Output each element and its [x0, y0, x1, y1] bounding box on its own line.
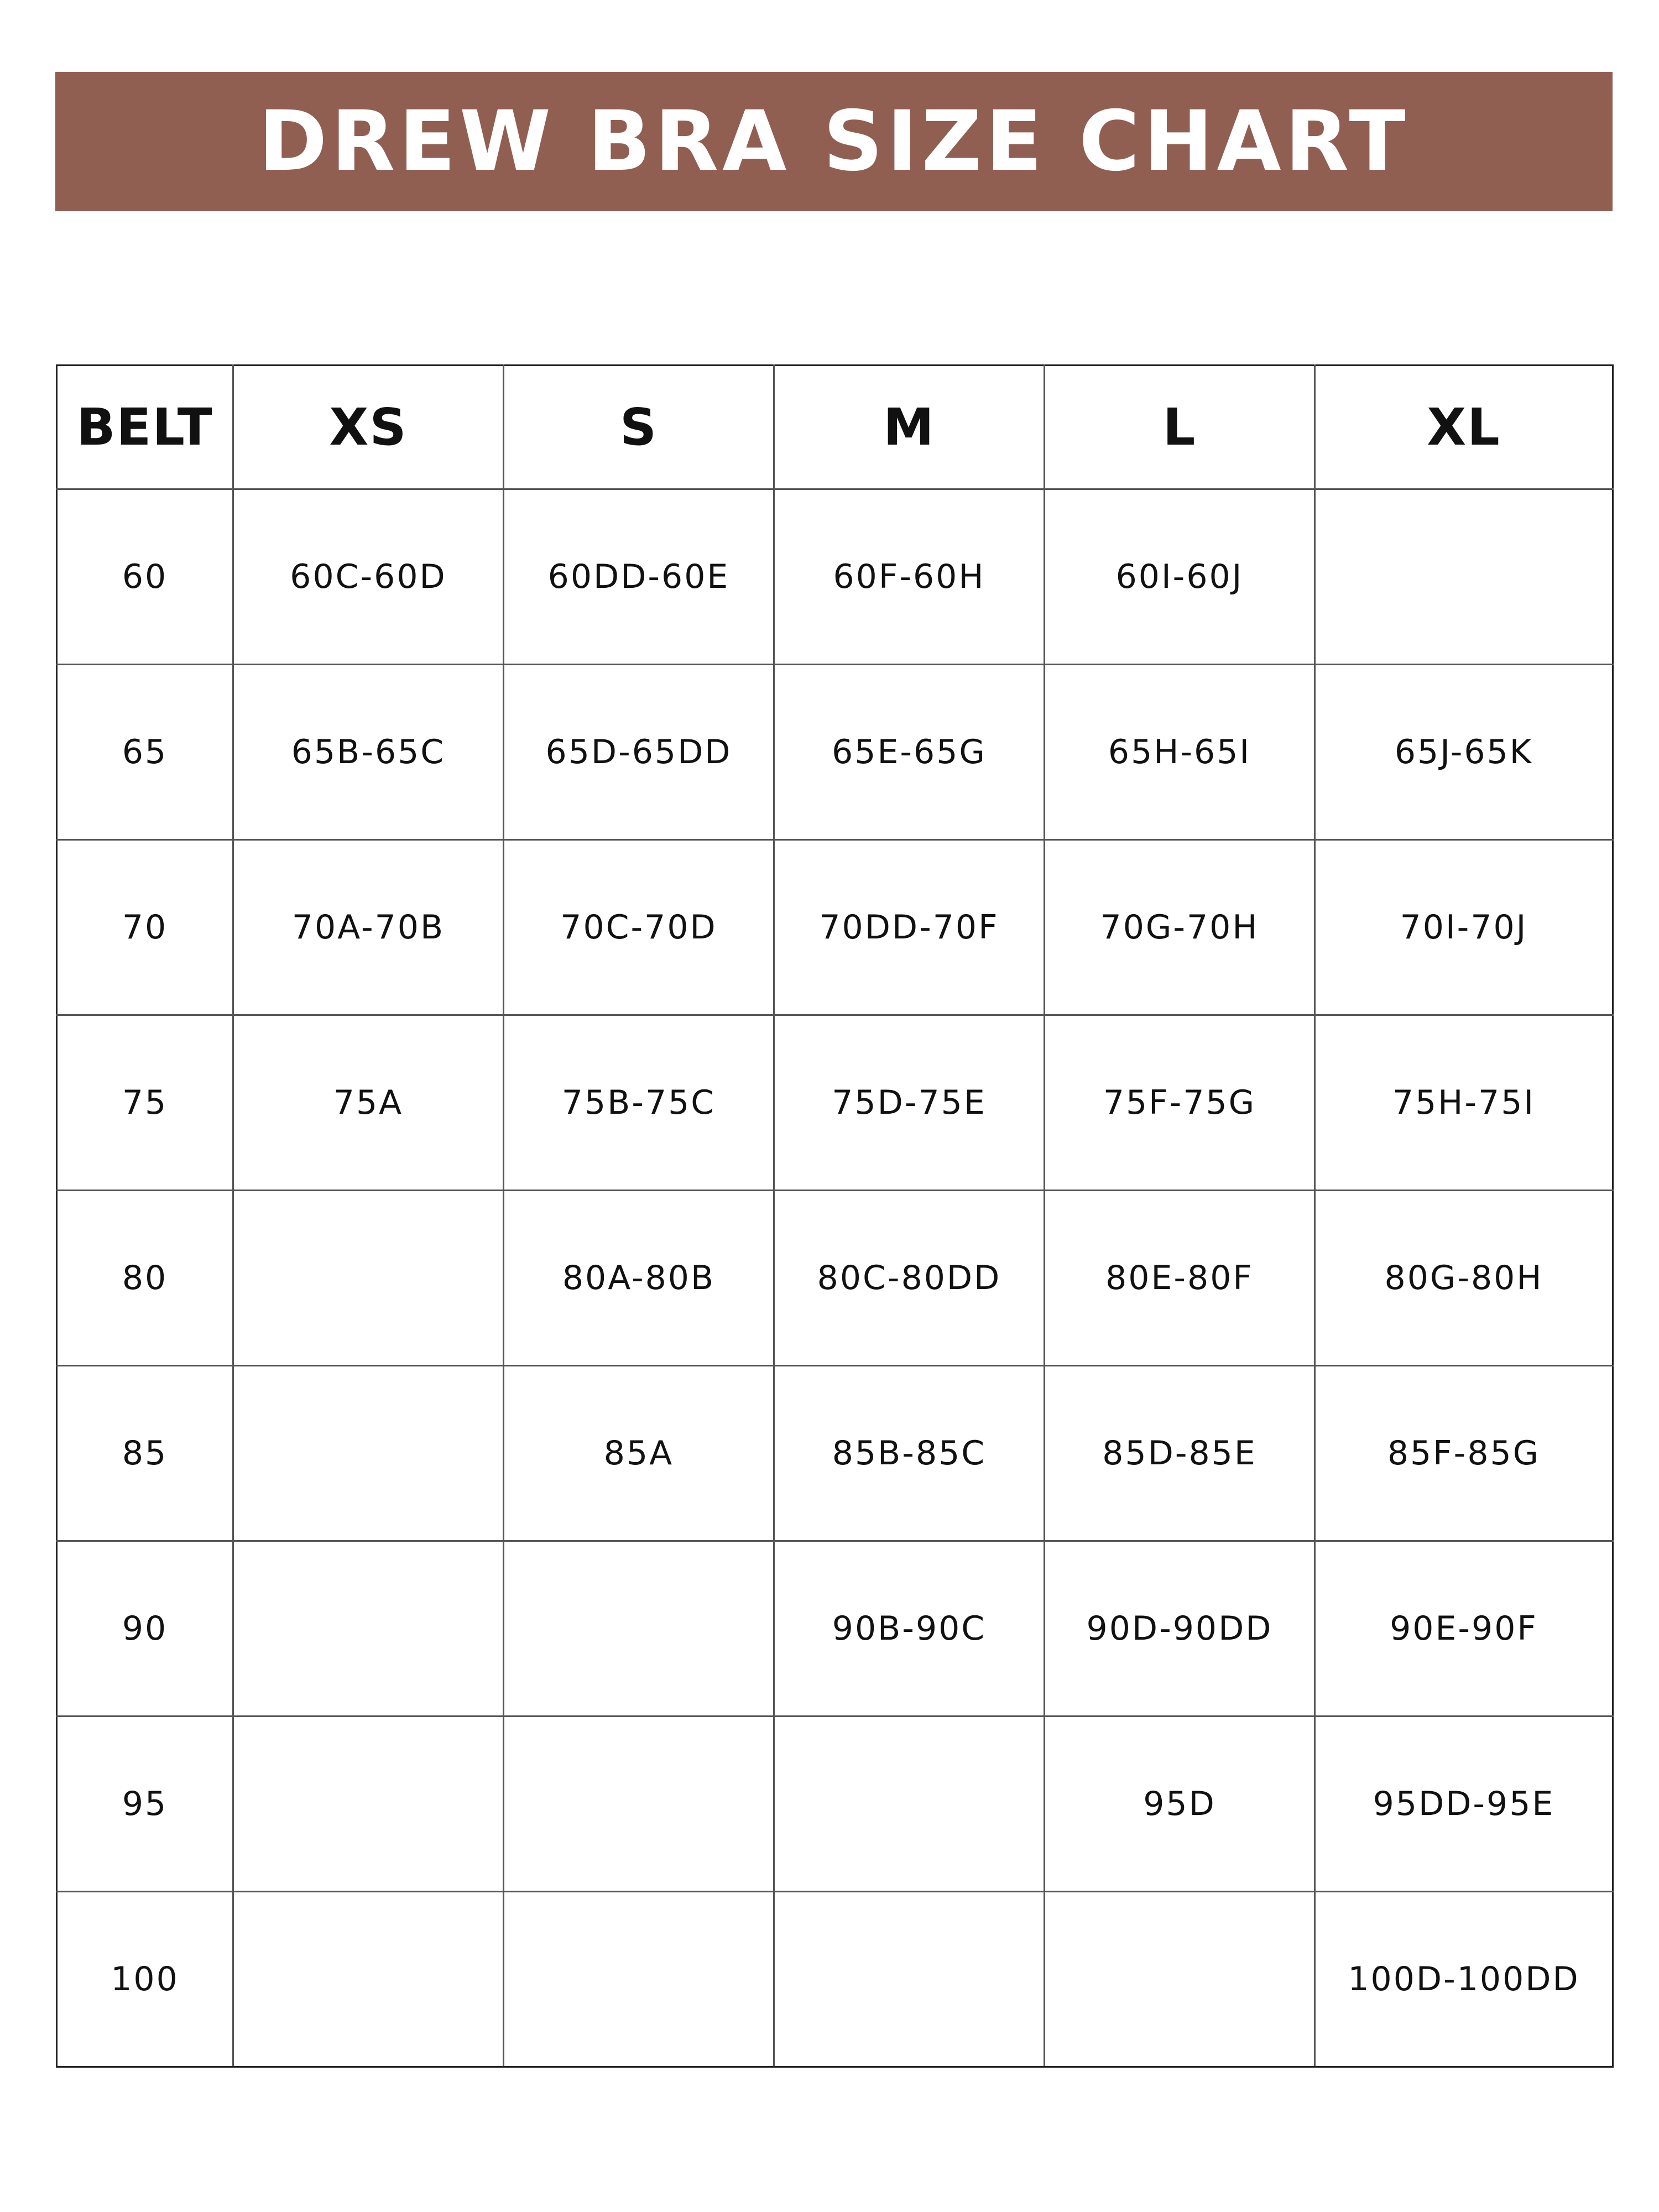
- size-cell-s: 60DD-60E: [504, 489, 774, 665]
- table-row: [57, 1717, 1613, 1892]
- table-row: [57, 1191, 1613, 1366]
- belt-cell: 95: [57, 1717, 233, 1892]
- belt-cell: 100: [57, 1892, 233, 2067]
- size-cell-s: [504, 1892, 774, 2067]
- size-cell-s: 70C-70D: [504, 840, 774, 1015]
- size-cell-l: 90D-90DD: [1045, 1541, 1315, 1717]
- size-cell-xs: [233, 1541, 504, 1717]
- table-row: [57, 1541, 1613, 1717]
- size-cell-xl: 95DD-95E: [1315, 1717, 1613, 1892]
- size-chart-table: [56, 364, 1614, 2068]
- size-cell-m: 75D-75E: [774, 1015, 1045, 1191]
- size-cell-xs: [233, 1892, 504, 2067]
- size-cell-m: 60F-60H: [774, 489, 1045, 665]
- size-cell-s: 80A-80B: [504, 1191, 774, 1366]
- header-xs: XS: [233, 366, 504, 489]
- header-xl: XL: [1315, 366, 1613, 489]
- table-row: [57, 665, 1613, 840]
- size-cell-m: [774, 1717, 1045, 1892]
- size-cell-m: 80C-80DD: [774, 1191, 1045, 1366]
- size-cell-l: 75F-75G: [1045, 1015, 1315, 1191]
- size-cell-xs: 65B-65C: [233, 665, 504, 840]
- belt-cell: 70: [57, 840, 233, 1015]
- belt-cell: 65: [57, 665, 233, 840]
- size-cell-xl: 85F-85G: [1315, 1366, 1613, 1541]
- size-cell-m: 70DD-70F: [774, 840, 1045, 1015]
- size-cell-l: 85D-85E: [1045, 1366, 1315, 1541]
- table-row: [57, 1892, 1613, 2067]
- size-cell-xl: 90E-90F: [1315, 1541, 1613, 1717]
- belt-cell: 80: [57, 1191, 233, 1366]
- header-m: M: [774, 366, 1045, 489]
- size-cell-xl: 75H-75I: [1315, 1015, 1613, 1191]
- size-cell-xl: 100D-100DD: [1315, 1892, 1613, 2067]
- table-row: [57, 489, 1613, 665]
- size-cell-xs: [233, 1366, 504, 1541]
- size-cell-l: [1045, 1892, 1315, 2067]
- belt-cell: 90: [57, 1541, 233, 1717]
- size-cell-s: [504, 1541, 774, 1717]
- size-cell-m: 85B-85C: [774, 1366, 1045, 1541]
- size-cell-xs: [233, 1717, 504, 1892]
- header-belt: BELT: [57, 366, 233, 489]
- belt-cell: 60: [57, 489, 233, 665]
- size-cell-l: 80E-80F: [1045, 1191, 1315, 1366]
- size-cell-xs: [233, 1191, 504, 1366]
- header-l: L: [1045, 366, 1315, 489]
- header-s: S: [504, 366, 774, 489]
- title-banner: [55, 72, 1613, 211]
- belt-cell: 75: [57, 1015, 233, 1191]
- size-cell-l: 70G-70H: [1045, 840, 1315, 1015]
- size-cell-xs: 60C-60D: [233, 489, 504, 665]
- size-cell-m: 65E-65G: [774, 665, 1045, 840]
- size-cell-xs: 70A-70B: [233, 840, 504, 1015]
- size-cell-xs: 75A: [233, 1015, 504, 1191]
- size-cell-xl: 70I-70J: [1315, 840, 1613, 1015]
- size-cell-l: 65H-65I: [1045, 665, 1315, 840]
- table-row: [57, 840, 1613, 1015]
- header-row: [57, 366, 1613, 489]
- table-row: [57, 1015, 1613, 1191]
- size-cell-l: 60I-60J: [1045, 489, 1315, 665]
- size-cell-s: 65D-65DD: [504, 665, 774, 840]
- belt-cell: 85: [57, 1366, 233, 1541]
- size-cell-s: [504, 1717, 774, 1892]
- size-cell-s: 85A: [504, 1366, 774, 1541]
- page-title: DREW BRA SIZE CHART: [258, 93, 1410, 190]
- size-cell-m: [774, 1892, 1045, 2067]
- size-cell-xl: [1315, 489, 1613, 665]
- size-cell-xl: 65J-65K: [1315, 665, 1613, 840]
- table-row: [57, 1366, 1613, 1541]
- size-cell-s: 75B-75C: [504, 1015, 774, 1191]
- size-cell-m: 90B-90C: [774, 1541, 1045, 1717]
- size-cell-l: 95D: [1045, 1717, 1315, 1892]
- size-cell-xl: 80G-80H: [1315, 1191, 1613, 1366]
